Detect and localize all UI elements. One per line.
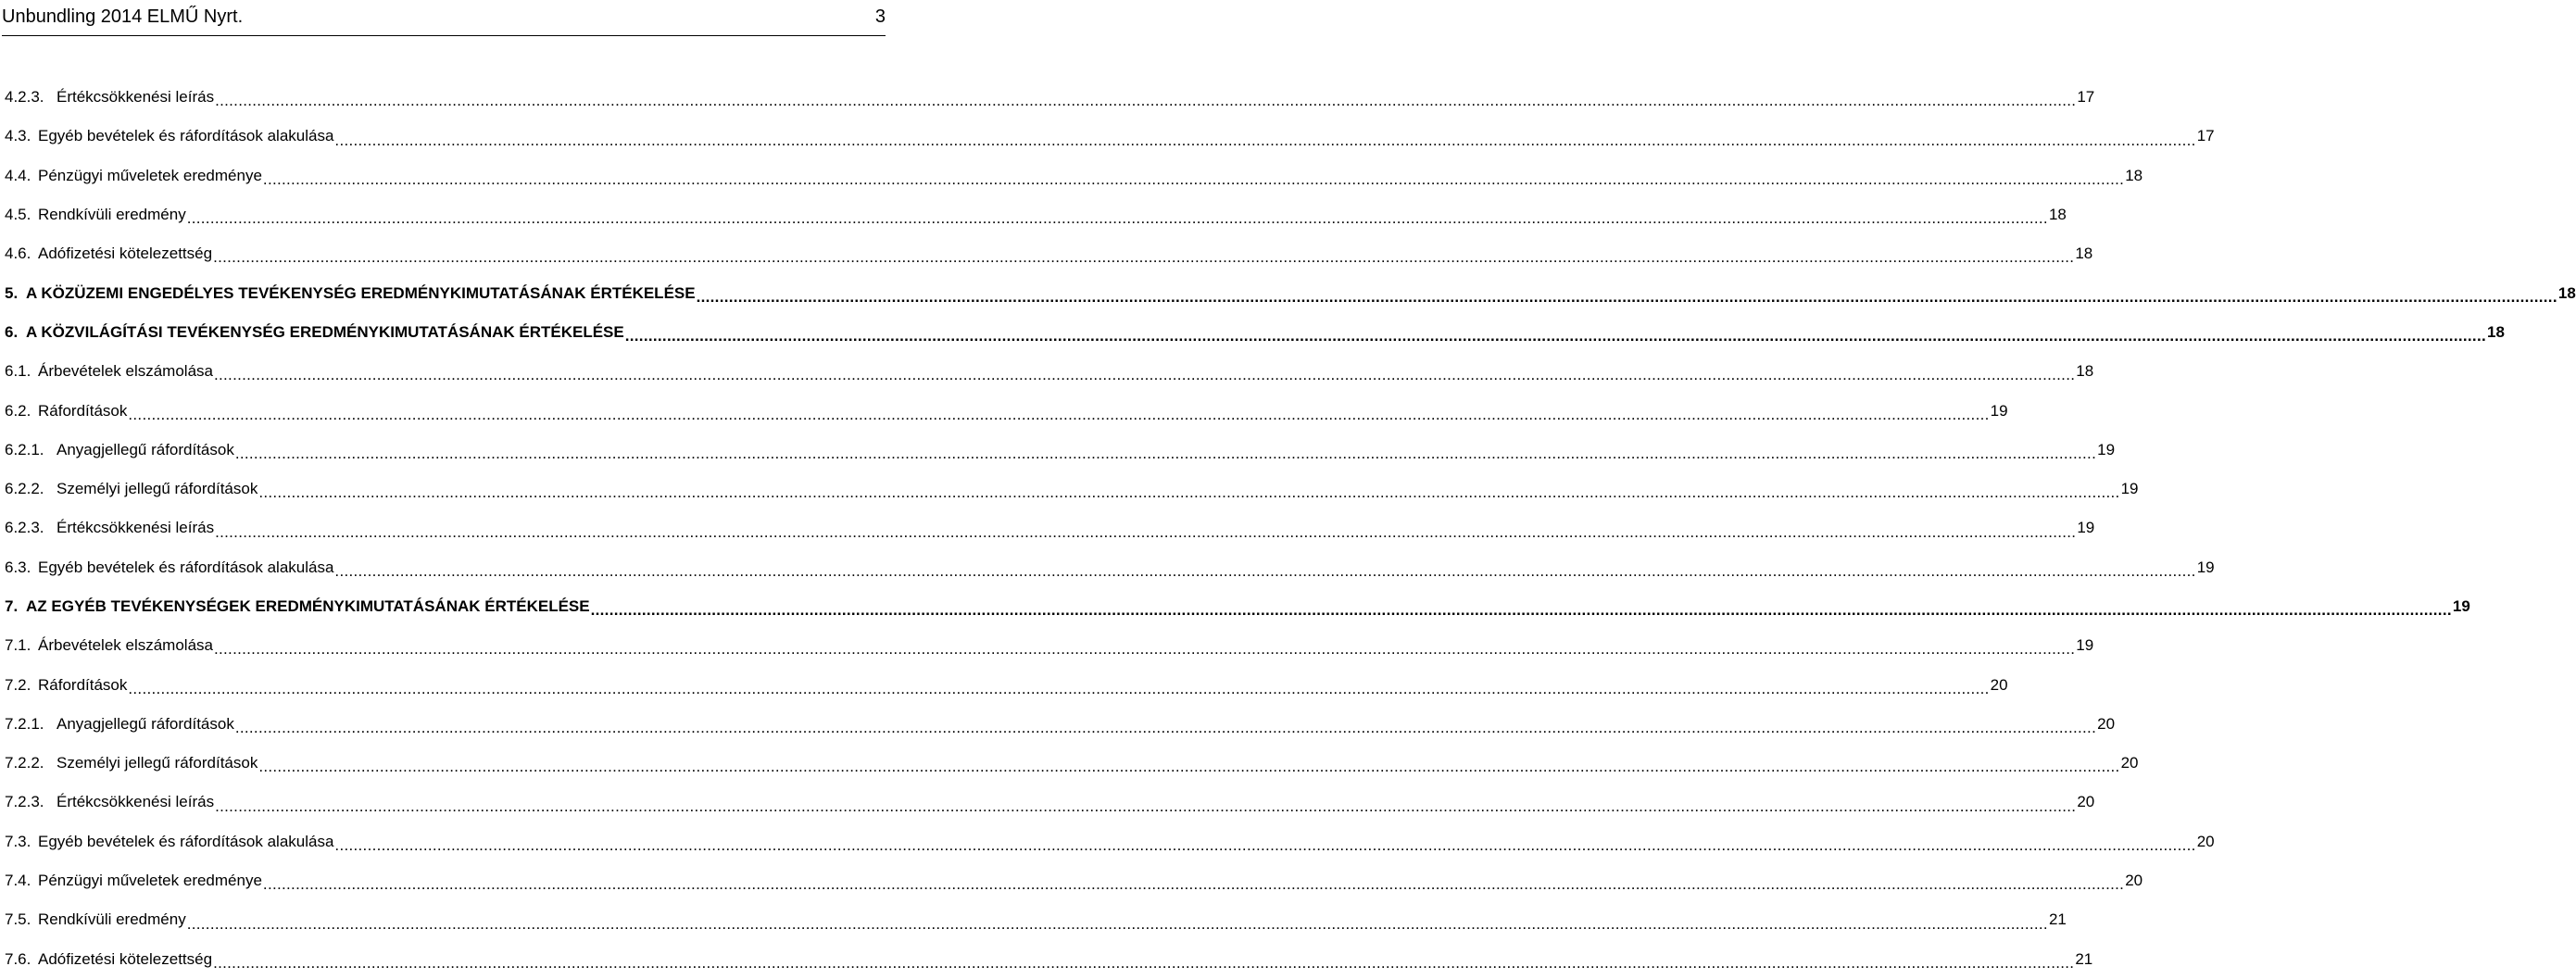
toc-entry-number: 4.2.3. bbox=[5, 88, 44, 107]
toc-entry-number: 7.2.3. bbox=[5, 793, 44, 811]
toc-entry-page: 17 bbox=[2077, 88, 2095, 107]
toc-entry-title: Adófizetési kötelezettség bbox=[38, 245, 213, 263]
dot-leader: ................................................................................................................................................................................................................................................................................................................................................................................................................ bbox=[262, 169, 2125, 188]
toc-entry[interactable] bbox=[5, 117, 2215, 156]
toc-entry[interactable] bbox=[5, 548, 2215, 587]
dot-leader: ................................................................................................................................................................................................................................................................................................................................................................................................................ bbox=[334, 561, 2196, 580]
toc-entry-page: 21 bbox=[2075, 949, 2093, 968]
dot-leader: ................................................................................................................................................................................................................................................................................................................................................................................................................ bbox=[624, 327, 2486, 345]
toc-entry-number: 6.2.1. bbox=[5, 440, 44, 458]
toc-entry-title: Ráfordítások bbox=[38, 675, 128, 694]
toc-entry-title: Anyagjellegű ráfordítások bbox=[57, 714, 234, 733]
toc-entry-page: 18 bbox=[2075, 245, 2093, 263]
dot-leader: ................................................................................................................................................................................................................................................................................................................................................................................................................ bbox=[215, 797, 2077, 815]
toc-entry[interactable] bbox=[5, 431, 2116, 470]
toc-entry-page: 20 bbox=[2120, 754, 2139, 772]
toc-entry[interactable] bbox=[5, 626, 2094, 665]
toc-entry-title: Rendkívüli eredmény bbox=[38, 206, 186, 224]
toc-entry-page: 20 bbox=[2077, 793, 2095, 811]
toc-entry-title: Egyéb bevételek és ráfordítások alakulása bbox=[38, 127, 334, 145]
toc-entry-title: Árbevételek elszámolása bbox=[38, 636, 213, 655]
dot-leader: ................................................................................................................................................................................................................................................................................................................................................................................................................ bbox=[262, 875, 2125, 894]
toc-entry-page: 19 bbox=[2097, 440, 2116, 458]
toc-entry-page: 20 bbox=[2125, 872, 2143, 890]
toc-entry-number: 6.2.2. bbox=[5, 480, 44, 498]
dot-leader: ................................................................................................................................................................................................................................................................................................................................................................................................................ bbox=[213, 366, 2076, 384]
toc-entry-title: Anyagjellegű ráfordítások bbox=[57, 440, 234, 458]
toc-entry-page: 18 bbox=[2557, 283, 2576, 302]
toc-entry-number: 7.2.2. bbox=[5, 754, 44, 772]
toc-entry[interactable] bbox=[5, 861, 2143, 900]
toc-entry-number: 6.3. bbox=[5, 558, 31, 576]
toc-entry[interactable] bbox=[5, 391, 2008, 430]
toc-entry[interactable] bbox=[5, 744, 2139, 783]
dot-leader: ................................................................................................................................................................................................................................................................................................................................................................................................................ bbox=[258, 758, 2120, 776]
toc-entry-number: 7.1. bbox=[5, 636, 31, 655]
dot-leader: ................................................................................................................................................................................................................................................................................................................................................................................................................ bbox=[186, 209, 2048, 228]
toc-entry-title: Pénzügyi műveletek eredménye bbox=[38, 166, 262, 184]
toc-entry-number: 4.4. bbox=[5, 166, 31, 184]
toc-entry-page: 18 bbox=[2125, 166, 2143, 184]
page-number: 3 bbox=[874, 6, 886, 27]
toc-entry-number: 6.2.3. bbox=[5, 519, 44, 537]
toc-chapter-entry[interactable] bbox=[5, 313, 2505, 352]
toc-entry[interactable] bbox=[5, 470, 2139, 508]
toc-entry-page: 19 bbox=[2120, 480, 2139, 498]
toc-entry-title: Értékcsökkenési leírás bbox=[57, 793, 215, 811]
toc-entry-page: 19 bbox=[2076, 636, 2094, 655]
dot-leader: ................................................................................................................................................................................................................................................................................................................................................................................................................ bbox=[234, 444, 2097, 462]
dot-leader: ................................................................................................................................................................................................................................................................................................................................................................................................................ bbox=[128, 679, 1990, 697]
toc-entry-number: 7.2. bbox=[5, 675, 31, 694]
toc-entry-number: 4.6. bbox=[5, 245, 31, 263]
table-of-contents bbox=[5, 78, 2576, 979]
dot-leader: ................................................................................................................................................................................................................................................................................................................................................................................................................ bbox=[590, 601, 2452, 620]
dot-leader: ................................................................................................................................................................................................................................................................................................................................................................................................................ bbox=[215, 92, 2077, 110]
toc-entry-number: 7. bbox=[5, 597, 19, 615]
toc-entry-number: 7.2.1. bbox=[5, 714, 44, 733]
toc-entry-page: 19 bbox=[1990, 401, 2008, 420]
toc-entry-title: A KÖZÜZEMI ENGEDÉLYES TEVÉKENYSÉG EREDMÉNYKIMUTATÁSÁNAK ÉRTÉKELÉSE bbox=[26, 283, 696, 302]
toc-entry[interactable] bbox=[5, 508, 2095, 547]
toc-entry-page: 19 bbox=[2452, 597, 2470, 615]
toc-entry-title: Ráfordítások bbox=[38, 401, 128, 420]
toc-entry-number: 6.2. bbox=[5, 401, 31, 420]
toc-entry-title: Árbevételek elszámolása bbox=[38, 362, 213, 381]
document-title: Unbundling 2014 ELMŰ Nyrt. bbox=[2, 6, 244, 27]
dot-leader: ................................................................................................................................................................................................................................................................................................................................................................................................................ bbox=[213, 953, 2075, 972]
toc-entry-title: Személyi jellegű ráfordítások bbox=[57, 754, 258, 772]
toc-entry[interactable] bbox=[5, 940, 2093, 979]
toc-entry-page: 17 bbox=[2196, 127, 2215, 145]
dot-leader: ................................................................................................................................................................................................................................................................................................................................................................................................................ bbox=[128, 405, 1990, 423]
toc-entry-title: Rendkívüli eredmény bbox=[38, 910, 186, 929]
toc-entry-number: 7.4. bbox=[5, 872, 31, 890]
toc-entry[interactable] bbox=[5, 783, 2095, 822]
toc-entry-page: 20 bbox=[1990, 675, 2008, 694]
toc-entry-number: 7.6. bbox=[5, 949, 31, 968]
toc-entry-page: 21 bbox=[2048, 910, 2067, 929]
toc-entry-page: 20 bbox=[2196, 832, 2215, 850]
toc-entry-number: 4.5. bbox=[5, 206, 31, 224]
toc-entry-number: 5. bbox=[5, 283, 19, 302]
toc-entry-page: 19 bbox=[2196, 558, 2215, 576]
toc-entry-number: 6. bbox=[5, 322, 19, 341]
toc-entry[interactable] bbox=[5, 352, 2094, 391]
dot-leader: ................................................................................................................................................................................................................................................................................................................................................................................................................ bbox=[334, 835, 2196, 854]
toc-entry[interactable] bbox=[5, 705, 2116, 744]
toc-entry-title: Egyéb bevételek és ráfordítások alakulása bbox=[38, 832, 334, 850]
toc-entry[interactable] bbox=[5, 195, 2067, 234]
toc-entry-page: 18 bbox=[2076, 362, 2094, 381]
toc-entry-title: Személyi jellegű ráfordítások bbox=[57, 480, 258, 498]
toc-entry-page: 18 bbox=[2487, 322, 2505, 341]
dot-leader: ................................................................................................................................................................................................................................................................................................................................................................................................................ bbox=[696, 287, 2557, 306]
dot-leader: ................................................................................................................................................................................................................................................................................................................................................................................................................ bbox=[213, 640, 2076, 659]
dot-leader: ................................................................................................................................................................................................................................................................................................................................................................................................................ bbox=[234, 719, 2097, 737]
toc-entry-title: AZ EGYÉB TEVÉKENYSÉGEK EREDMÉNYKIMUTATÁSÁNAK ÉRTÉKELÉSE bbox=[26, 597, 590, 615]
toc-chapter-entry[interactable] bbox=[5, 273, 2576, 312]
toc-entry-title: Adófizetési kötelezettség bbox=[38, 949, 213, 968]
toc-entry[interactable] bbox=[5, 822, 2215, 861]
dot-leader: ................................................................................................................................................................................................................................................................................................................................................................................................................ bbox=[334, 131, 2196, 149]
toc-entry-title: Értékcsökkenési leírás bbox=[57, 88, 215, 107]
dot-leader: ................................................................................................................................................................................................................................................................................................................................................................................................................ bbox=[258, 483, 2120, 502]
toc-entry-page: 20 bbox=[2097, 714, 2116, 733]
toc-entry-page: 18 bbox=[2048, 206, 2067, 224]
dot-leader: ................................................................................................................................................................................................................................................................................................................................................................................................................ bbox=[213, 248, 2075, 267]
page-header bbox=[2, 4, 886, 36]
toc-chapter-entry[interactable] bbox=[5, 587, 2470, 626]
toc-entry[interactable] bbox=[5, 900, 2067, 939]
toc-entry-title: Pénzügyi műveletek eredménye bbox=[38, 872, 262, 890]
toc-entry-number: 7.5. bbox=[5, 910, 31, 929]
toc-entry[interactable] bbox=[5, 78, 2095, 117]
toc-entry[interactable] bbox=[5, 665, 2008, 704]
dot-leader: ................................................................................................................................................................................................................................................................................................................................................................................................................ bbox=[215, 522, 2077, 541]
toc-entry[interactable] bbox=[5, 234, 2093, 273]
toc-entry-number: 7.3. bbox=[5, 832, 31, 850]
toc-entry-page: 19 bbox=[2077, 519, 2095, 537]
toc-entry-number: 6.1. bbox=[5, 362, 31, 381]
toc-entry-title: Egyéb bevételek és ráfordítások alakulása bbox=[38, 558, 334, 576]
dot-leader: ................................................................................................................................................................................................................................................................................................................................................................................................................ bbox=[186, 914, 2048, 933]
toc-entry[interactable] bbox=[5, 157, 2143, 195]
toc-entry-title: Értékcsökkenési leírás bbox=[57, 519, 215, 537]
toc-entry-title: A KÖZVILÁGÍTÁSI TEVÉKENYSÉG EREDMÉNYKIMUTATÁSÁNAK ÉRTÉKELÉSE bbox=[26, 322, 624, 341]
toc-entry-number: 4.3. bbox=[5, 127, 31, 145]
